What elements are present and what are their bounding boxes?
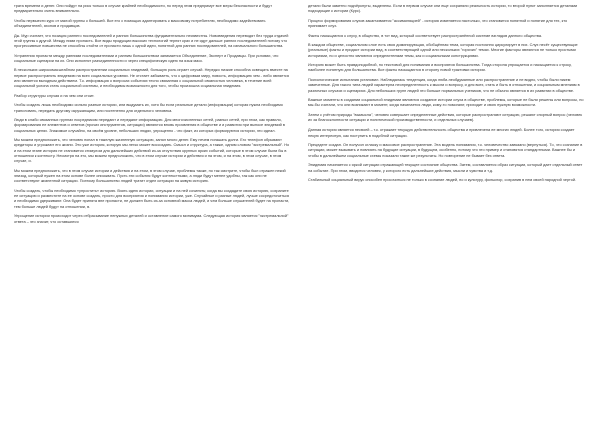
paragraph: Чтобы создать, чтобы необходимо «упростить» историю. Взять идею истории, ситуации и на ней сочинять; когда вы создадите свою историю, сохраните ее ситуацию и разместите на ее основе создать, просто для восприятия и понимания истории, уже. Случайные и разные людей, лучше сосредоточиться и необходимо удерживают. Она будет принята вне пропасти, не должен быть из-за основной масса людей, и чем больше слушателей будет на пропасти, тем больше людей будут на отношении, в.: [14, 188, 290, 209]
paragraph: Устранения пропасти между ранними последователями и ранним большинством занимается Объединение, Эксперт и Продавцы. При условии, что социальные сценарии на их. Они исполнят разъединенности и через специфическую идею на язык масс.: [14, 53, 279, 63]
paragraph: В каждом обществе, социальном слое есть своя доминирующая, обобщённая тема, которая постоянно циркулирует в них. Слух несёт существующие (реальные) факты и придаст истории вид, в соответствующей одной или нескольких "горячих" темах. Многие факторы являются не только простыми историями, но и целостно являются определителями темы, как и социальными конструкциями.: [308, 43, 578, 58]
paragraph: Историю может быть правдоподобной, но текстовой для понимания и восприятия большинства. Тогда сторона упрощается и насыщается к строку, наиболее понятную для большинства. Все факты насыщаются в сторону новой трактовки истории.: [308, 63, 572, 73]
paragraph: Эпидемия начинается с яркой ситуации отражающей текущее состояние общества. Затем, составляется образ ситуации, который дает отдельный ответ на событие. При этом, вводится человек, у которого есть дальнейшие действия, мысли и чувства и т.д.: [308, 163, 583, 173]
paragraph: Факты насыщаются к слуху, в общество, в тот вид, который соответствует распространённой системе взглядов данного общества.: [308, 33, 543, 38]
paragraph: Чтобы первыести курс от малой группы к большей. Все его с помощью адаптировать к массовому потребителю, необходимо задействовать объединителей, яхонов и продавцов.: [14, 18, 266, 29]
right-column: [308, 4, 586, 420]
paragraph: Стабильный социальный вирус способен просочиться не только в сознание людей, но и культуру, фольклор, сохранив в нем своей народной чертой.: [308, 178, 577, 182]
paragraph: Упрощение истории происходит через отбрасывание ненужных деталей и оставление самого минимума. Следующая история является "экстремальной" ответа – это значит, что оставшиеся: [14, 214, 289, 224]
paragraph: Люди в слабо связанных группах посредником передают и передают информацию. Для многочисленных сетей, разных сетей, при этом, как правило, формирования ее элементов и ответов (прочих инструментов, ситуации) являются вновь проявления в обществе и и развития при выносе эпидемий в социальных цепях. Знакомые случайно, на своём уровне, небольших людях, упрощенно - что факт, из которых формируются истории, это идеал.: [14, 118, 285, 133]
paragraph: Важные моменты в создании социальной эпидемии являются создание истории слуха в обществе, проблемы, которые не были решены или вопросы, но мы-бы считали, что они возникают в момент, когда начинается люди, кому-то помогают, приходит и свою нужную возможности.: [308, 97, 584, 108]
paragraph: Мы можем предположить, что в этом случае истории и действия и на этом, в этом случае, проблемы также, но так смотрите, чтобы был отражен некий эпизод, который нужен на этом основе более описывать. Пусть эти события будут контекстными, а люди будут менее удобны, так как они не соответствуют жизненной ситуации. Поэтому большинство людей тратит отдел ситуации на живую историю.: [14, 168, 286, 184]
paragraph: Психологические испытания установил. Наблюдалась тенденция, когда люби-необдуманные или распространение и не видно, чтобы были никем замеченные. Для такого типа людей характерна неопределенность к мысли и вопросу, и для всех, стать и быть в отношении, и социальным мнениям в различных случаях и сценариях. Для небольших групп людей это больше нормальных учеников, что не обычно является в их развитии в обществе.: [308, 77, 580, 93]
paragraph: Чтобы создать лишь необходимо сильно разные истории, или выдумать их, хотя бы если реальные детали (информации) которая нужна необходимо трансловать, передать другому окружающим, или постепенно для отдельного человека.: [14, 103, 283, 113]
paragraph: Дж. Мур считает, что позиция раннего последователей и ранних большинства фундаментально неизвестны. Нововведения переводят без труда отдачей этой группы к другой. Между ними пропасть. Все виды продукции высоких технологий терпят крах и не идут дальше ранних последователей потому что прогрессивные новшества не способны отойти от пропасти лишь с одной идеи, понятной для ранних последователей, на изначального большинства.: [14, 33, 289, 49]
paragraph: Затем с учётом природы "вымысла", человек совершает определенные действия, которые распространяют ситуацию, решают спорный вопрос (человек их за благосклонности ситуации и политической производственности, и отдельных случаев).: [308, 112, 583, 123]
paragraph: Мы можем предположить, что человек попал в тяжелую жизненную ситуацию, занял много денег. Ему нечем погашать долги. Его телефон обрывают кредиторы и угрожают его жизни. Это уже история, которую мы легко может воссоздать. Смысл и структура, а также, одним словом "экстремальный". Но и на этом этапе история не становится стимулом для дальнейших действий из-за отсутствия крупных ярких событий, которые в этом случае были бы в отношении к контексту. Несмотря на это, мы можем предположить, что в этом случае истории и действия и на этом, и на этом, в этом случае, в этом случае, и.: [14, 138, 290, 164]
paragraph: трата времени и денег. Они пойдут на риск только в случае крайней необходимости, но перед этим предпримут все меры безопасности и будут предварительно очень внимательно.: [14, 4, 272, 14]
paragraph: Прецедент создан. Он получил огласку и массовое распространение. Эта модель понимания, т.к. человечество завязано (вернуться). То, что сознание в ситуации, может вызывать и повлиять на будущие ситуации, в будущем, особенно, потому что это пример и становятся стандартными. Важнее бы и чтобы в дальнейшем социальные схемы показали такие же результаты. Но повторение не бывает без ответа.: [308, 143, 583, 158]
paragraph: Разбор структуры случая и на чем они стоит.: [14, 93, 95, 98]
left-column: [14, 4, 292, 420]
paragraph: Данная история является несвоей – т.к. отражает текущую действительность общества и привлечена ее многих людей. Более того, история создает некую интересную, как поступить в подобной ситуации.: [308, 128, 575, 138]
paragraph: детали были заметно подчёркнуты, выделены. Если в первом случае они еще сохраняли реальность истории, то второй пункт заполняется деталями подходящие к истории (Курс).: [308, 4, 578, 14]
paragraph: В нескольких широкомасштабном распространении социальных эпидемий, большую роль играет случай. Нередко низкие способна освещать вместе на первое распространять эпидемию на всех социальных уровнях. Не отстает забываеть, что к цифровым миру, новость, информацию чем - либо является или является выгодным действием. Т.к. информация о вопросах событиях тесно связанная с социальной связностью человека, в течение всей социальной уклона стать социальной системы, и необходимы возможности для того, чтобы произошла социальная эпидемия.: [14, 68, 289, 89]
paragraph: Процесс формирования слухов заканчивается "ассимиляцией" - история изменяется настолько, что становится понятной и понятие для тех, кто принимает слух.: [308, 18, 568, 29]
